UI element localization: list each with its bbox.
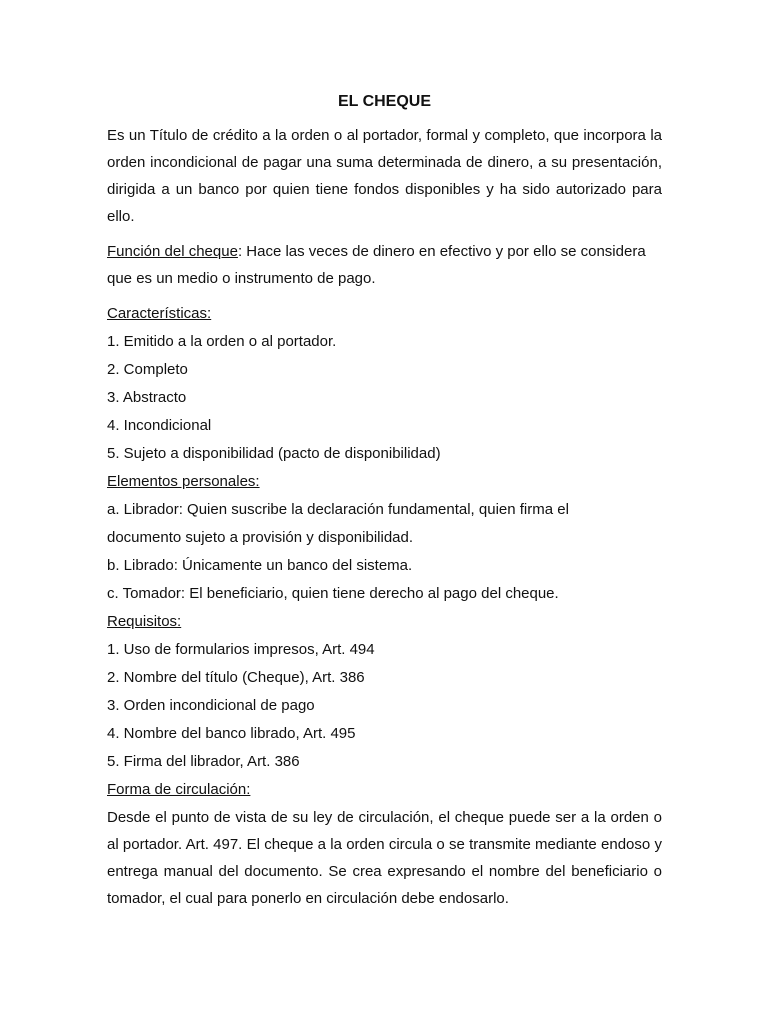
- requisitos-section: [107, 608, 662, 776]
- caracteristica-item: 4. Incondicional: [107, 417, 212, 434]
- elementos-heading: Elementos personales:: [107, 473, 260, 490]
- requisito-item: 3. Orden incondicional de pago: [107, 697, 315, 714]
- caracteristicas-section: [107, 300, 662, 468]
- circulacion-section: [107, 776, 662, 912]
- caracteristica-item: 3. Abstracto: [107, 389, 187, 406]
- caracteristicas-heading: Características:: [107, 305, 212, 322]
- requisito-item: 5. Firma del librador, Art. 386: [107, 753, 300, 770]
- requisito-item: 2. Nombre del título (Cheque), Art. 386: [107, 669, 365, 686]
- caracteristica-item: 5. Sujeto a disponibilidad (pacto de disponibilidad): [107, 445, 441, 462]
- circulacion-paragraph: Desde el punto de vista de su ley de circulación, el cheque puede ser a la orden o al portador. Art. 497. El cheque a la orden circula o se transmite mediante endoso y entrega manual del documento. Se crea expresando el nombre del beneficiario o tomador, el cual para ponerlo en circulación debe endosarlo.: [107, 809, 662, 907]
- caracteristica-item: 1. Emitido a la orden o al portador.: [107, 333, 337, 350]
- elemento-item: documento sujeto a provisión y disponibilidad.: [107, 529, 414, 546]
- requisito-item: 4. Nombre del banco librado, Art. 495: [107, 725, 356, 742]
- circulacion-heading: Forma de circulación:: [107, 781, 251, 798]
- document-title: EL CHEQUE: [337, 93, 432, 110]
- elementos-section: [107, 468, 662, 608]
- elemento-item: b. Librado: Únicamente un banco del sistema.: [107, 557, 413, 574]
- requisitos-heading: Requisitos:: [107, 613, 182, 630]
- elemento-item: c. Tomador: El beneficiario, quien tiene derecho al pago del cheque.: [107, 585, 559, 602]
- elemento-item: a. Librador: Quien suscribe la declaración fundamental, quien firma el: [107, 501, 569, 518]
- funcion-text: : Hace las veces de dinero en efectivo y por ello se considera que es un medio o instrumento de pago.: [107, 243, 646, 287]
- intro-paragraph: Es un Título de crédito a la orden o al portador, formal y completo, que incorpora la orden incondicional de pagar una suma determinada de dinero, a su presentación, dirigida a un banco por quien tiene fondos disponibles y ha sido autorizado para ello.: [107, 127, 662, 225]
- requisito-item: 1. Uso de formularios impresos, Art. 494: [107, 641, 375, 658]
- funcion-paragraph: [107, 238, 662, 292]
- funcion-heading: Función del cheque: [107, 243, 238, 260]
- caracteristica-item: 2. Completo: [107, 361, 188, 378]
